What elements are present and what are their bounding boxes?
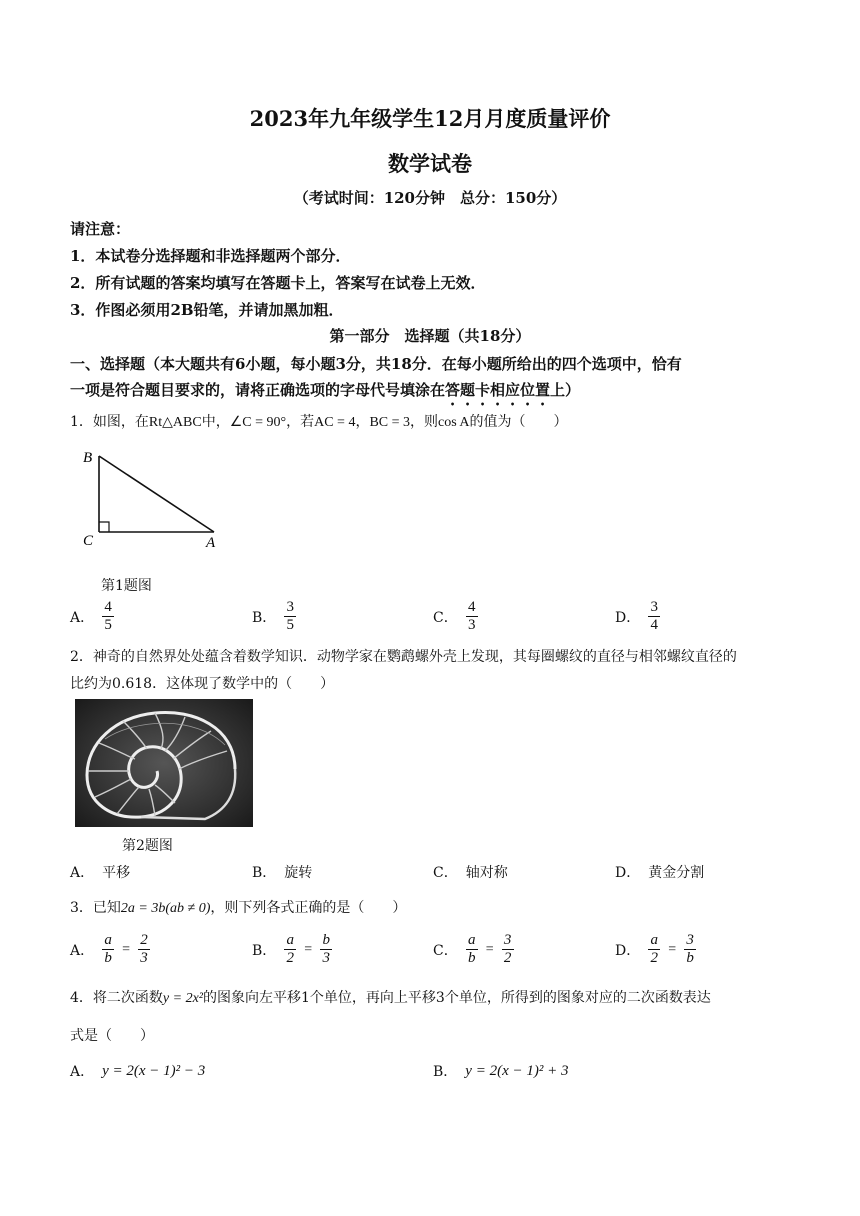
- right-angle-mark: [99, 522, 109, 532]
- q2-option-b-letter: B．: [252, 865, 277, 881]
- q1-option-d-fraction: [648, 599, 660, 634]
- q3-stem-c: ，则下列各式正确的是（ ）: [210, 900, 407, 916]
- q1-option-b-letter: B．: [252, 609, 277, 626]
- q1-option-a-fraction: [102, 599, 114, 634]
- q4-stem-line1: [70, 987, 711, 1007]
- numerator: a: [286, 932, 295, 948]
- numerator: 3: [650, 599, 658, 615]
- numerator: a: [104, 932, 112, 948]
- q2-option-c-letter: C．: [433, 865, 458, 881]
- denominator: 2: [286, 950, 295, 966]
- q3-option-c-rhs: [502, 932, 514, 967]
- q1-option-c-letter: C．: [433, 609, 458, 626]
- numerator: 2: [140, 932, 148, 948]
- q3-option-b-lhs: [284, 932, 296, 967]
- q1-option-a[interactable]: [70, 599, 114, 634]
- denominator: b: [686, 950, 694, 966]
- q2-option-d-text: 黄金分割: [648, 865, 705, 881]
- q1-option-b[interactable]: [252, 599, 296, 634]
- q1-stem-i: ，则: [410, 414, 439, 430]
- denominator: 4: [650, 617, 658, 633]
- q1-figure-caption: 第1题图: [101, 578, 152, 594]
- section-line2-a: 一项是符合题目要求的，请将正确选项的字母代号填涂在: [70, 381, 446, 399]
- q1-option-d-letter: D．: [615, 609, 641, 626]
- q1-triangle: Rt△ABC: [148, 415, 202, 430]
- q1-option-d[interactable]: [615, 599, 660, 634]
- denominator: 3: [467, 617, 476, 633]
- denominator: 3: [322, 950, 330, 966]
- q3-equation: 2a = 3b(ab ≠ 0): [120, 901, 211, 916]
- vertex-a-label: A: [206, 535, 216, 551]
- section-instruction-line2: [70, 379, 580, 409]
- q2-option-a-text: 平移: [102, 865, 131, 881]
- q3-option-b[interactable]: B． $\frac{a}{2}$ = $\frac{b}{3}$: [252, 932, 332, 967]
- numerator: a: [467, 932, 476, 948]
- denominator: 3: [140, 950, 148, 966]
- q4-option-a[interactable]: [70, 1061, 205, 1081]
- q2-option-c[interactable]: [433, 862, 508, 882]
- q4-stem-a: 4．将二次函数: [70, 990, 163, 1006]
- q1-option-c[interactable]: [433, 599, 478, 634]
- denominator: b: [467, 950, 476, 966]
- q1-option-c-fraction: [466, 599, 478, 634]
- denominator: b: [104, 950, 112, 966]
- q3-option-b-rhs: [320, 932, 332, 967]
- q1-option-b-fraction: [284, 599, 296, 634]
- q3-option-a-lhs: [102, 932, 114, 967]
- notice-item-3: 3．作图必须用2B铅笔，并请加黑加粗．: [70, 301, 344, 319]
- side-ab: [99, 456, 214, 532]
- q2-option-d-letter: D．: [615, 865, 641, 881]
- denominator: 5: [286, 617, 295, 633]
- q1-angle: ∠C = 90°: [229, 415, 287, 430]
- notice-item-2: 2．所有试题的答案均填写在答题卡上，答案写在试卷上无效．: [70, 274, 486, 292]
- denominator: 2: [503, 950, 512, 966]
- q1-stem-g: ，: [355, 414, 370, 430]
- part1-heading: 第一部分 选择题（共18分）: [329, 327, 531, 345]
- q2-stem-line2: 比约为0.618．这体现了数学中的（ ）: [70, 676, 335, 692]
- q3-option-c[interactable]: C． $\frac{a}{b}$ = $\frac{3}{2}$: [433, 932, 514, 967]
- q1-triangle-figure: [78, 446, 228, 551]
- denominator: 5: [104, 617, 112, 633]
- q3-option-a-letter: A．: [70, 942, 95, 959]
- q2-option-a[interactable]: [70, 862, 130, 882]
- q1-stem: [70, 411, 568, 431]
- q4-option-b-text: y = 2(x − 1)² + 3: [465, 1062, 569, 1079]
- q3-option-c-letter: C．: [433, 942, 458, 959]
- q2-option-c-text: 轴对称: [465, 865, 508, 881]
- q2-option-a-letter: A．: [70, 865, 95, 881]
- numerator: 3: [503, 932, 512, 948]
- q4-function: y = 2x²: [162, 991, 203, 1006]
- numerator: 3: [686, 932, 694, 948]
- q3-option-c-lhs: [466, 932, 478, 967]
- q1-ac: AC = 4: [314, 415, 356, 430]
- q1-stem-a: 1．如图，在: [70, 414, 149, 430]
- section-line2-emphasis: 答题卡相应位置: [445, 381, 551, 399]
- q3-option-d-lhs: [648, 932, 660, 967]
- exam-title: 2023年九年级学生12月月度质量评价: [249, 106, 611, 131]
- section-instruction-line1: 一、选择题（本大题共有6小题，每小题3分，共18分．在每小题所给出的四个选项中，恰有: [70, 355, 682, 373]
- q3-option-d-rhs: [684, 932, 696, 967]
- q3-option-d-letter: D．: [615, 942, 641, 959]
- q1-stem-c: 中，: [201, 414, 230, 430]
- q3-stem-a: 3．已知: [70, 900, 121, 916]
- numerator: 3: [286, 599, 295, 615]
- q1-cos: cos A: [438, 415, 470, 430]
- q4-stem-line2: 式是（ ）: [70, 1028, 154, 1044]
- q2-stem-line1: 2．神奇的自然界处处蕴含着数学知识．动物学家在鹦鹉螺外壳上发现，其每圈螺纹的直径与相邻螺纹直径的: [70, 649, 737, 665]
- numerator: 4: [104, 599, 112, 615]
- q4-option-a-letter: A．: [70, 1064, 95, 1080]
- section-line2-c: 上）: [550, 381, 581, 399]
- q3-stem: [70, 897, 406, 917]
- q3-option-a-rhs: [138, 932, 150, 967]
- q3-option-a[interactable]: A． $\frac{a}{b}$ = $\frac{2}{3}$: [70, 932, 150, 967]
- exam-meta: （考试时间：120分钟 总分：150分）: [293, 189, 567, 207]
- q4-stem-c: 的图象向左平移1个单位，再向上平移3个单位，所得到的图象对应的二次函数表达: [203, 990, 711, 1006]
- q3-option-b-letter: B．: [252, 942, 277, 959]
- q4-option-b[interactable]: [433, 1061, 568, 1081]
- notice-item-1: 1．本试卷分选择题和非选择题两个部分．: [70, 247, 351, 265]
- notice-heading: 请注意：: [70, 220, 131, 238]
- q2-option-b-text: 旋转: [284, 865, 313, 881]
- numerator: a: [650, 932, 658, 948]
- numerator: 4: [467, 599, 476, 615]
- denominator: 2: [650, 950, 658, 966]
- q1-stem-e: ，若: [286, 414, 315, 430]
- nautilus-shell-image: [75, 699, 253, 827]
- q1-stem-k: 的值为（ ）: [469, 414, 568, 430]
- q2-option-b[interactable]: [252, 862, 312, 882]
- q2-figure-caption: 第2题图: [122, 838, 173, 854]
- q2-option-d[interactable]: [615, 862, 704, 882]
- q4-option-a-text: y = 2(x − 1)² − 3: [102, 1062, 206, 1079]
- numerator: b: [322, 932, 330, 948]
- exam-subject: 数学试卷: [388, 151, 472, 176]
- q4-option-b-letter: B．: [433, 1064, 458, 1080]
- q1-bc: BC = 3: [369, 415, 411, 430]
- vertex-b-label: B: [83, 450, 93, 466]
- q1-option-a-letter: A．: [70, 609, 95, 626]
- q3-option-d[interactable]: D． $\frac{a}{2}$ = $\frac{3}{b}$: [615, 932, 696, 967]
- vertex-c-label: C: [83, 533, 94, 549]
